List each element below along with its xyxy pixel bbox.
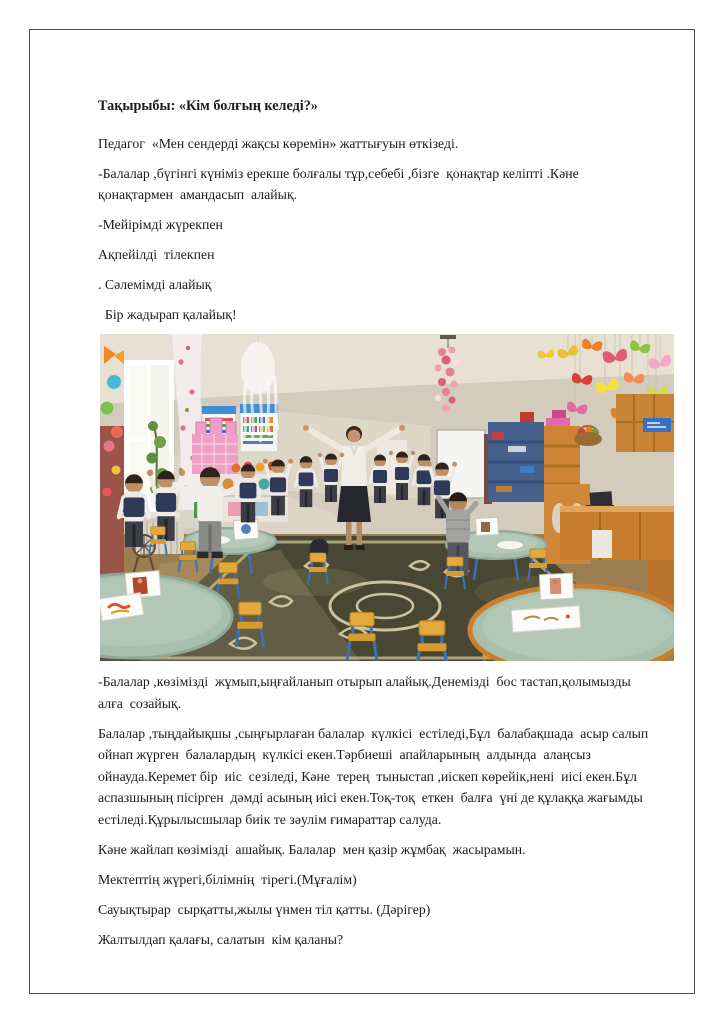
- paragraph-listening: Балалар ,тыңдайықшы ,сыңғырлаған балалар күлкісі естіледі,Бұл балабақшада асыр салып ойнап жүрген балалардың күлкісі екен.Тәрбиеші апайларының алдында алаңсыз ойнауда.Керемет бір иіс сезіледі, Кәне терең тыныстап ,иіскеп көрейік,нені иісі екен.Бұл аспазшының пісірген дәмді асының иісі екен.Тоқ-тоқ еткен балға үні де құлаққа жағымды естіледі.Құрылысшылар биік те зәулім ғимараттар салуда.: [98, 725, 652, 827]
- right-front-table-card: [539, 573, 573, 600]
- paragraph-riddle-intro: Кәне жайлап көзімізді ашайық. Балалар мен қазір жұмбақ жасырамын.: [98, 841, 526, 857]
- paragraph-riddle-teacher: Мектептің жүрегі,білімнің тірегі.(Мұғалім): [98, 871, 357, 887]
- right-front-table-paper: [511, 606, 580, 633]
- classroom-photo: [100, 334, 674, 661]
- paragraph-eyes-closed: -Балалар ,көзімізді жұмып,ыңғайланып отырып алайық.Денемізді бос тастап,қолымызды алға созайық.: [98, 674, 635, 711]
- blue-sign: [643, 418, 671, 432]
- paragraph-riddle-doctor: Сауықтырар сырқатты,жылы үнмен тіл қатты. (Дәрігер): [98, 901, 431, 917]
- rear-right-table-card: [476, 517, 499, 535]
- paragraph-akpeyildi: Ақпейілді тілекпен: [98, 247, 215, 262]
- paragraph-balalar-guests: -Балалар ,бүгінгі күніміз ерекше болғалы тұр,себебі ,бізге қонақтар келіпті .Кәне қонақтармен амандасып алайық.: [98, 165, 583, 202]
- paragraph-pedagog: Педагог «Мен сендерді жақсы көремін» жаттығуын өткізеді.: [98, 135, 459, 151]
- pink-castle-toy: [192, 418, 238, 474]
- blue-shelf: [484, 422, 544, 504]
- paragraph-meyirimdi: -Мейірімді жүрекпен: [98, 217, 223, 232]
- paragraph-bir-zhadyrap: Бір жадырап қалайық!: [98, 307, 237, 322]
- paragraph-riddle-builder: Жалтылдап қалағы, салатын кім қаланы?: [98, 931, 344, 947]
- document-title: Тақырыбы: «Кім болғың келеді?»: [98, 98, 318, 114]
- paragraph-salemimdi: . Сәлемімді алайық: [98, 277, 212, 292]
- document-content: [98, 96, 652, 959]
